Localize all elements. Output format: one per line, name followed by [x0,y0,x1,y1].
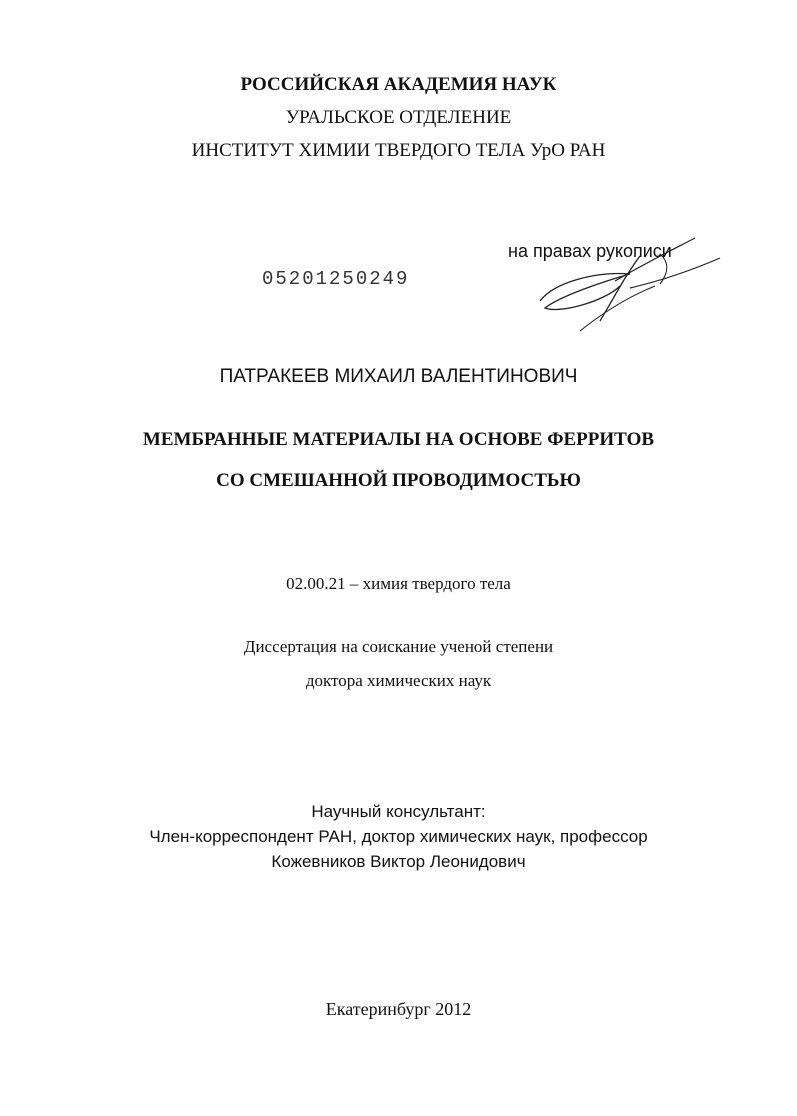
degree-line1: Диссертация на соискание ученой степени [243,637,554,656]
author-name: ПАТРАКЕЕВ МИХАИЛ ВАЛЕНТИНОВИЧ [219,366,578,387]
archive-stamp-number: 05201250249 [262,268,410,290]
manuscript-rights-note: на правах рукописи [508,241,672,261]
city-year: Екатеринбург 2012 [325,999,472,1019]
specialty-code: 02.00.21 – химия твердого тела [286,574,511,593]
advisor-label: Научный консультант: [311,802,486,821]
dissertation-title-line1: МЕМБРАННЫЕ МАТЕРИАЛЫ НА ОСНОВЕ ФЕРРИТОВ [142,429,655,450]
advisor-name: Кожевников Виктор Леонидович [271,852,526,871]
dissertation-title-line2: СО СМЕШАННОЙ ПРОВОДИМОСТЬЮ [216,470,581,491]
organization-name: РОССИЙСКАЯ АКАДЕМИЯ НАУК [240,74,557,95]
institute-name: ИНСТИТУТ ХИМИИ ТВЕРДОГО ТЕЛА УрО РАН [191,140,606,161]
degree-line2: доктора химических наук [305,671,492,690]
advisor-title: Член-корреспондент РАН, доктор химических наук, профессор [149,827,648,846]
handwritten-signature [520,226,730,336]
organization-branch: УРАЛЬСКОЕ ОТДЕЛЕНИЕ [285,107,512,128]
